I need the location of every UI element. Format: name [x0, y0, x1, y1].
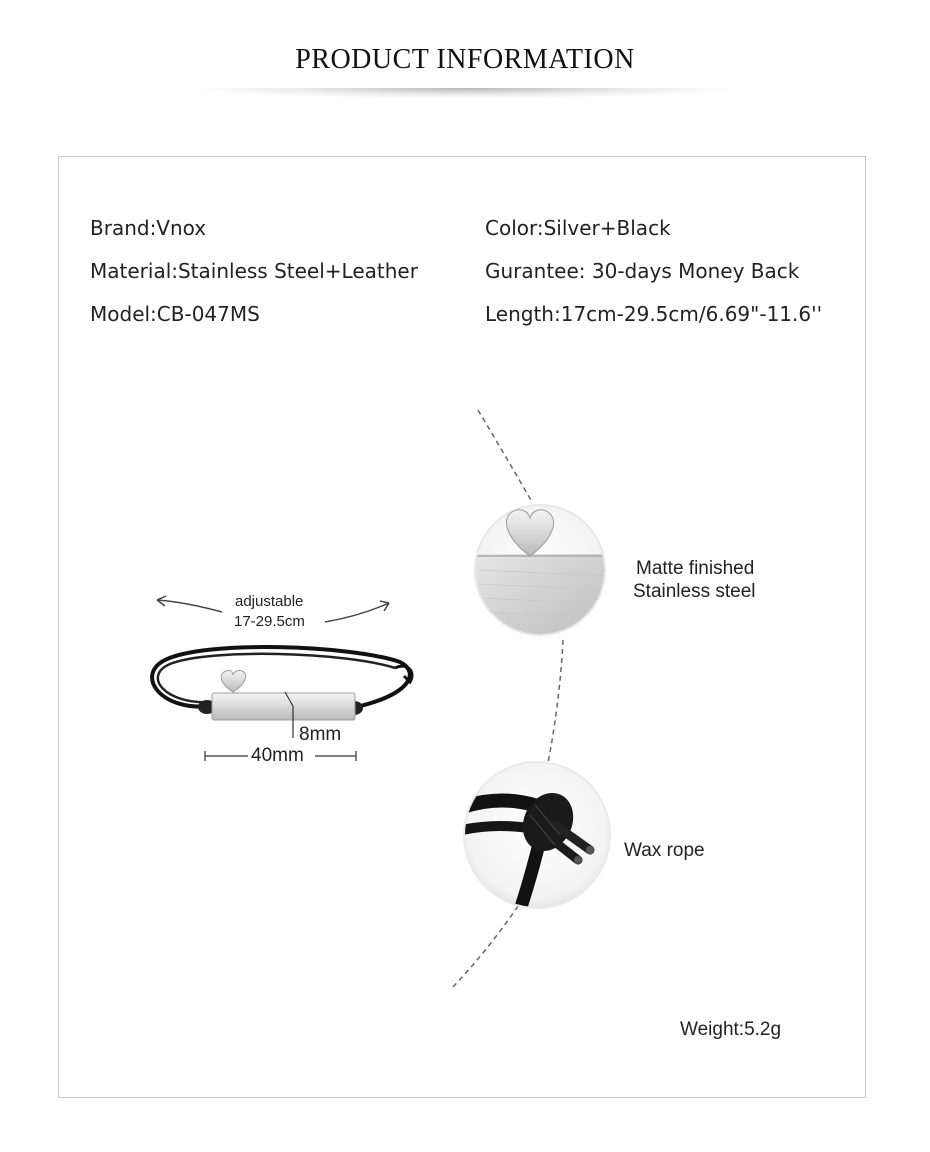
rope-detail-circle — [460, 761, 611, 910]
width-dimension-label: 40mm — [251, 745, 304, 766]
page-title: PRODUCT INFORMATION — [295, 44, 635, 75]
spec-model: Model:CB-047MS — [90, 302, 260, 326]
spec-brand: Brand:Vnox — [90, 216, 207, 240]
rope-label: Wax rope — [624, 840, 705, 861]
adjustable-label: adjustable — [235, 593, 304, 610]
spec-guarantee: Gurantee: 30-days Money Back — [485, 259, 800, 283]
plate-label-line1: Matte finished — [636, 558, 755, 579]
right-arrow-icon — [325, 603, 389, 622]
weight-label: Weight:5.2g — [680, 1019, 782, 1040]
spec-color: Color:Silver+Black — [485, 216, 671, 240]
plate-detail-circle — [474, 504, 616, 644]
spec-length: Length:17cm-29.5cm/6.69"-11.6'' — [485, 302, 823, 326]
guide-dashed-line — [478, 410, 532, 502]
spec-material: Material:Stainless Steel+Leather — [90, 259, 418, 283]
bracelet-image — [152, 647, 412, 761]
range-label: 17-29.5cm — [234, 613, 305, 630]
plate-label-line2: Stainless steel — [633, 581, 756, 602]
height-dimension-label: 8mm — [299, 724, 342, 745]
left-arrow-icon — [157, 600, 222, 612]
